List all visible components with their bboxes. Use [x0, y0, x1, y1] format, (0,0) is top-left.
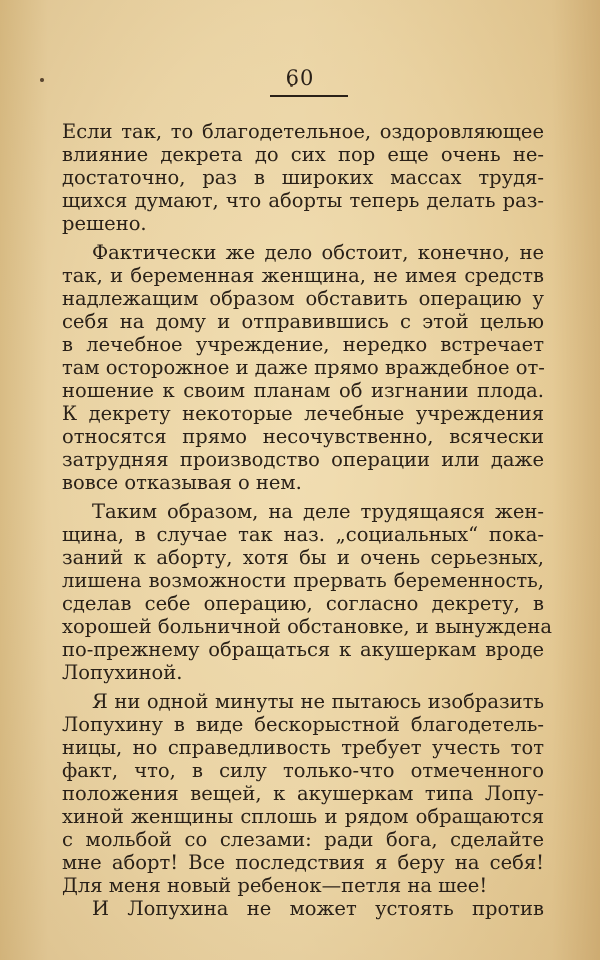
body-text — [62, 120, 553, 920]
text-line: в лечебное учреждение, нередко встречает — [62, 333, 544, 356]
text-line: с мольбой со слезами: ради бога, сделайте — [62, 828, 544, 851]
text-line: К декрету некоторые лечебные учреждения — [62, 402, 544, 425]
text-line: влияние декрета до сих пор еще очень не- — [62, 143, 544, 166]
text-line: вовсе отказывая о нем. — [62, 471, 302, 494]
text-line: себя на дому и отправившись с этой целью — [62, 310, 544, 333]
text-line: ношение к своим планам об изгнании плода. — [62, 379, 544, 402]
text-line: Фактически же дело обстоит, конечно, не — [92, 241, 544, 264]
page-number: 60 — [285, 66, 315, 90]
text-line: лишена возможности прервать беременность, — [62, 569, 544, 592]
text-line: Таким образом, на деле трудящаяся жен- — [92, 500, 544, 523]
text-line: щина, в случае так наз. „социальных“ пока- — [62, 523, 544, 546]
text-line: достаточно, раз в широких массах трудя- — [62, 166, 544, 189]
page-header — [0, 66, 600, 90]
text-line: И Лопухина не может устоять против — [92, 897, 544, 920]
text-line: относятся прямо несочувственно, всячески — [62, 425, 544, 448]
text-line: сделав себе операцию, согласно декрету, в — [62, 592, 544, 615]
text-line: Лопухиной. — [62, 661, 183, 684]
text-line: там осторожное и даже прямо враждебное от- — [62, 356, 545, 379]
text-line: Я ни одной минуты не пытаюсь изобразить — [92, 690, 544, 713]
text-line: затрудняя производство операции или даже — [62, 448, 544, 471]
text-line: факт, что, в силу только-что отмеченного — [62, 759, 544, 782]
header-rule — [270, 95, 348, 97]
text-line: мне аборт! Все последствия я беру на себя! — [62, 851, 544, 874]
text-line: Лопухину в виде бескорыстной благодетель- — [62, 713, 544, 736]
text-line: положения вещей, к акушеркам типа Лопу- — [62, 782, 544, 805]
text-line: по-прежнему обращаться к акушеркам вроде — [62, 638, 544, 661]
text-line: хорошей больничной обстановке, и вынуждена — [62, 615, 553, 638]
text-line: щихся думают, что аборты теперь делать раз- — [62, 189, 544, 212]
text-line: Для меня новый ребенок—петля на шее! — [62, 874, 488, 897]
text-line: надлежащим образом обставить операцию у — [62, 287, 544, 310]
text-line: так, и беременная женщина, не имея средств — [62, 264, 544, 287]
text-line: Если так, то благодетельное, оздоровляющее — [62, 120, 544, 143]
text-line: заний к аборту, хотя бы и очень серьезных, — [62, 546, 544, 569]
text-line: решено. — [62, 212, 147, 235]
text-line: хиной женщины сплошь и рядом обращаются — [62, 805, 544, 828]
text-line: ницы, но справедливость требует учесть тот — [62, 736, 544, 759]
